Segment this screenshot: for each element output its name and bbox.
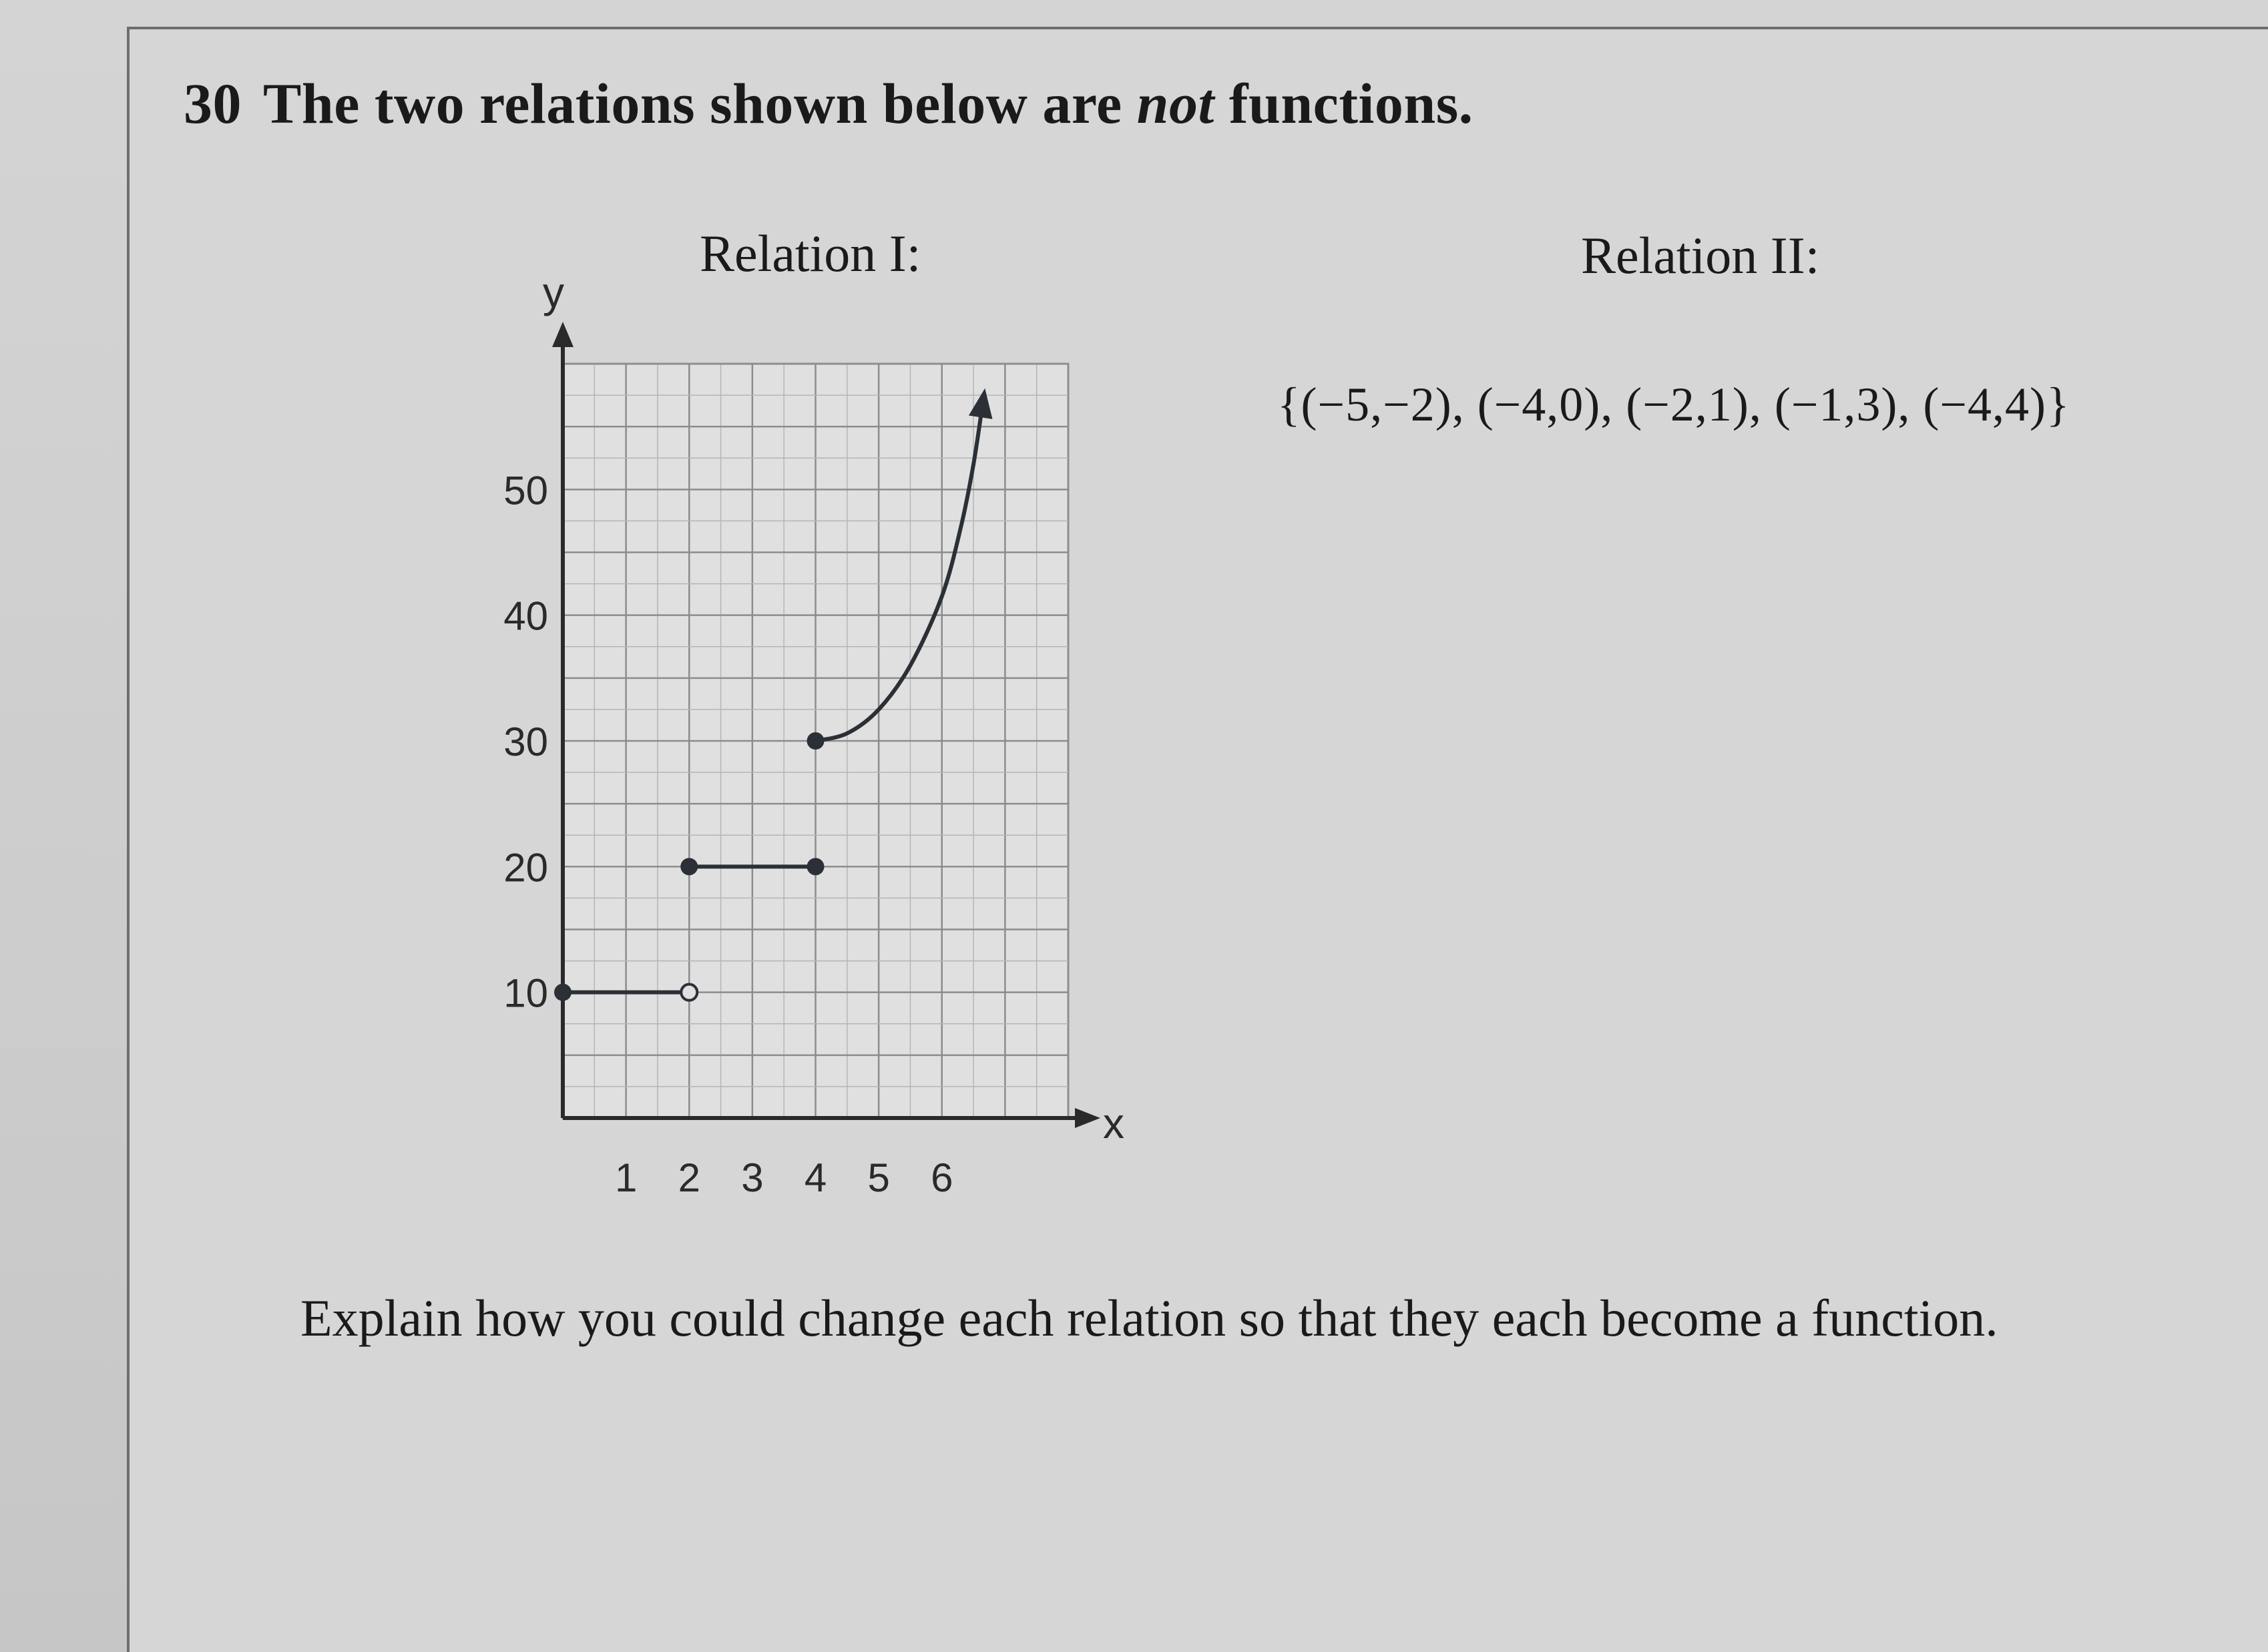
explanation-prompt: Explain how you could change each relation so that they each become a function. bbox=[300, 1289, 1998, 1347]
y-tick-label: 10 bbox=[503, 971, 548, 1016]
open-endpoint bbox=[681, 985, 697, 1001]
relation-1-graph bbox=[454, 260, 1162, 1215]
x-axis-arrow bbox=[1075, 1108, 1100, 1128]
y-axis-arrow bbox=[552, 322, 574, 347]
question-number: 30 bbox=[184, 71, 242, 135]
question-text-start: The two relations shown below are bbox=[263, 71, 1137, 135]
x-axis-label: x bbox=[1103, 1099, 1124, 1147]
document-page bbox=[127, 27, 2268, 1652]
x-tick-label: 3 bbox=[741, 1155, 764, 1200]
relation-2-title: Relation II: bbox=[1581, 226, 1820, 284]
x-tick-label: 5 bbox=[867, 1155, 890, 1200]
y-tick-label: 30 bbox=[503, 720, 548, 764]
y-tick-label: 40 bbox=[503, 593, 548, 639]
y-axis-label: y bbox=[543, 268, 564, 316]
relation-2-set: {(−5,−2), (−4,0), (−2,1), (−1,3), (−4,4)} bbox=[1277, 378, 2070, 431]
closed-endpoint bbox=[680, 858, 698, 875]
x-tick-label: 4 bbox=[804, 1155, 827, 1200]
question-text-emphasis: not bbox=[1136, 71, 1214, 135]
x-tick-label: 6 bbox=[931, 1155, 953, 1200]
x-tick-label: 2 bbox=[678, 1155, 700, 1200]
closed-endpoint bbox=[807, 732, 825, 750]
question-text-end: functions. bbox=[1214, 71, 1473, 135]
x-tick-label: 1 bbox=[614, 1155, 638, 1200]
closed-endpoint bbox=[807, 858, 825, 875]
question-heading bbox=[184, 70, 1473, 137]
y-tick-label: 50 bbox=[503, 468, 548, 513]
y-tick-label: 20 bbox=[503, 845, 548, 890]
relation-1-title: Relation I: bbox=[700, 224, 921, 282]
closed-endpoint bbox=[554, 984, 572, 1001]
